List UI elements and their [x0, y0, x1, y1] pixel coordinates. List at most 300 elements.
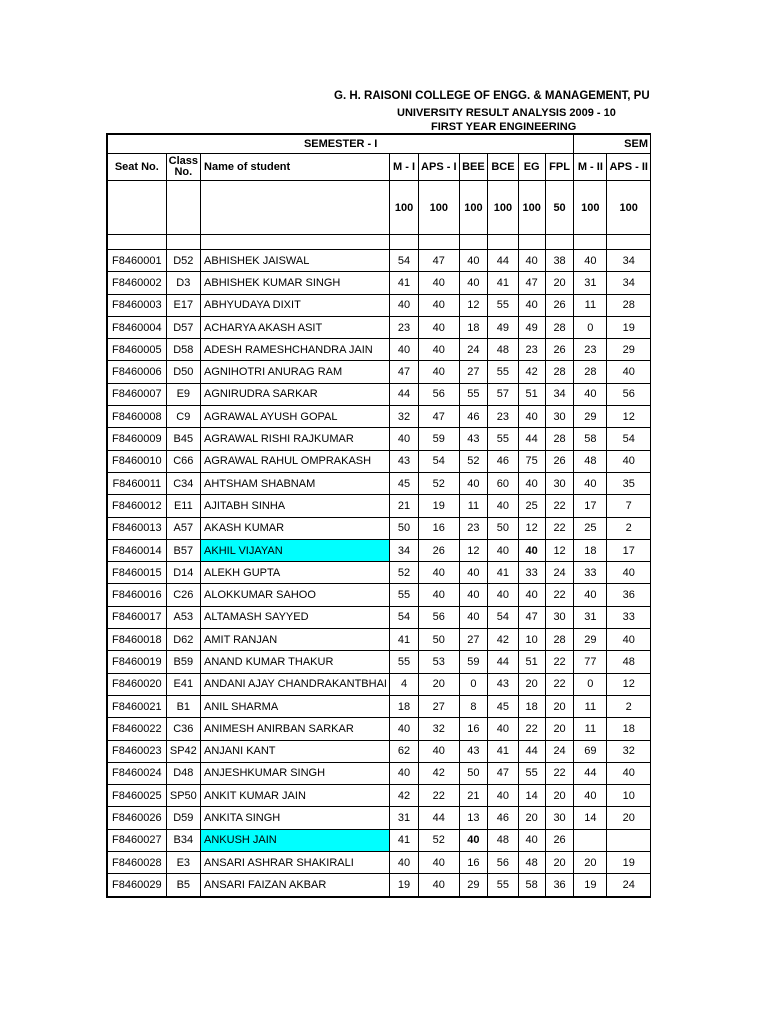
mark-cell: 29	[574, 629, 607, 651]
mark-cell: 49	[518, 316, 545, 338]
mark-cell: 28	[607, 294, 651, 316]
mark-cell: 56	[488, 852, 518, 874]
mark-cell: 26	[419, 539, 459, 561]
blank-cell	[166, 181, 200, 235]
student-name-cell: ANSARI FAIZAN AKBAR	[201, 874, 390, 897]
student-name-cell: ALTAMASH SAYYED	[201, 606, 390, 628]
mark-cell: 41	[488, 740, 518, 762]
semester-row	[107, 134, 651, 154]
class-no-cell: D62	[166, 629, 200, 651]
class-no-cell: E3	[166, 852, 200, 874]
table-row	[107, 651, 651, 673]
class-no-cell: B5	[166, 874, 200, 897]
mark-cell: 47	[419, 250, 459, 272]
blank-cell	[107, 181, 166, 235]
mark-cell: 32	[389, 406, 418, 428]
mark-cell: 26	[545, 450, 573, 472]
mark-cell: 40	[607, 361, 651, 383]
mark-cell: 52	[419, 829, 459, 851]
student-name-cell: ANIMESH ANIRBAN SARKAR	[201, 718, 390, 740]
seat-no-cell: F8460012	[107, 495, 166, 517]
mark-cell: 50	[459, 762, 488, 784]
table-row	[107, 762, 651, 784]
student-name-cell: ANSARI ASHRAR SHAKIRALI	[201, 852, 390, 874]
mark-cell: 12	[459, 294, 488, 316]
mark-cell: 46	[488, 807, 518, 829]
mark-cell: 28	[545, 361, 573, 383]
mark-cell: 41	[389, 272, 418, 294]
student-name-cell: AKHIL VIJAYAN	[201, 539, 390, 561]
col-class-header: Class No.	[166, 154, 200, 181]
mark-cell: 69	[574, 740, 607, 762]
table-row	[107, 272, 651, 294]
mark-cell: 50	[419, 629, 459, 651]
seat-no-cell: F8460021	[107, 695, 166, 717]
mark-cell: 43	[389, 450, 418, 472]
mark-cell: 42	[518, 361, 545, 383]
mark-cell: 36	[607, 584, 651, 606]
seat-no-cell: F8460011	[107, 472, 166, 494]
seat-no-cell: F8460024	[107, 762, 166, 784]
mark-cell: 54	[389, 606, 418, 628]
mark-cell: 26	[545, 294, 573, 316]
seat-no-cell: F8460017	[107, 606, 166, 628]
mark-cell: 19	[607, 316, 651, 338]
mark-cell: 40	[518, 472, 545, 494]
student-name-cell: ADESH RAMESHCHANDRA JAIN	[201, 339, 390, 361]
mark-cell: 40	[459, 250, 488, 272]
subject-header: APS - I	[419, 154, 459, 181]
student-name-cell: AGRAWAL RISHI RAJKUMAR	[201, 428, 390, 450]
max-mark-cell: 100	[607, 181, 651, 235]
mark-cell: 22	[545, 584, 573, 606]
mark-cell: 51	[518, 383, 545, 405]
table-row	[107, 852, 651, 874]
mark-cell: 48	[607, 651, 651, 673]
mark-cell: 40	[518, 250, 545, 272]
table-row	[107, 874, 651, 897]
seat-no-cell: F8460026	[107, 807, 166, 829]
table-row	[107, 294, 651, 316]
table-row	[107, 807, 651, 829]
mark-cell: 23	[488, 406, 518, 428]
mark-cell: 50	[488, 517, 518, 539]
mark-cell: 40	[607, 629, 651, 651]
mark-cell: 11	[574, 294, 607, 316]
class-no-cell: D59	[166, 807, 200, 829]
class-no-cell: B57	[166, 539, 200, 561]
mark-cell: 34	[545, 383, 573, 405]
mark-cell: 7	[607, 495, 651, 517]
mark-cell: 48	[488, 829, 518, 851]
mark-cell: 54	[419, 450, 459, 472]
mark-cell: 51	[518, 651, 545, 673]
mark-cell: 18	[518, 695, 545, 717]
seat-no-cell: F8460001	[107, 250, 166, 272]
class-no-cell: B1	[166, 695, 200, 717]
mark-cell: 40	[518, 829, 545, 851]
mark-cell: 40	[459, 584, 488, 606]
mark-cell: 40	[419, 272, 459, 294]
mark-cell: 40	[419, 562, 459, 584]
class-no-cell: SP42	[166, 740, 200, 762]
mark-cell: 22	[419, 785, 459, 807]
mark-cell: 53	[419, 651, 459, 673]
table-row	[107, 406, 651, 428]
mark-cell: 40	[459, 472, 488, 494]
class-no-cell: C34	[166, 472, 200, 494]
table-row	[107, 539, 651, 561]
mark-cell: 23	[459, 517, 488, 539]
mark-cell: 31	[389, 807, 418, 829]
seat-no-cell: F8460003	[107, 294, 166, 316]
mark-cell	[574, 829, 607, 851]
mark-cell: 29	[459, 874, 488, 897]
table-row	[107, 562, 651, 584]
seat-no-cell: F8460008	[107, 406, 166, 428]
mark-cell: 25	[518, 495, 545, 517]
semester-1-label: SEMESTER - I	[107, 134, 574, 154]
mark-cell: 11	[574, 695, 607, 717]
table-row	[107, 673, 651, 695]
max-mark-cell: 50	[545, 181, 573, 235]
mark-cell: 40	[419, 294, 459, 316]
seat-no-cell: F8460007	[107, 383, 166, 405]
mark-cell: 20	[607, 807, 651, 829]
mark-cell: 57	[488, 383, 518, 405]
class-no-cell: D3	[166, 272, 200, 294]
mark-cell: 43	[488, 673, 518, 695]
mark-cell: 25	[574, 517, 607, 539]
student-name-cell: AGRAWAL AYUSH GOPAL	[201, 406, 390, 428]
mark-cell: 40	[389, 718, 418, 740]
max-mark-cell: 100	[518, 181, 545, 235]
student-name-cell: ACHARYA AKASH ASIT	[201, 316, 390, 338]
mark-cell: 33	[518, 562, 545, 584]
mark-cell: 19	[574, 874, 607, 897]
mark-cell	[607, 829, 651, 851]
class-no-cell: E9	[166, 383, 200, 405]
mark-cell: 10	[518, 629, 545, 651]
mark-cell: 58	[518, 874, 545, 897]
class-no-cell: D14	[166, 562, 200, 584]
table-row	[107, 361, 651, 383]
mark-cell: 40	[574, 584, 607, 606]
student-name-cell: ANJESHKUMAR SINGH	[201, 762, 390, 784]
mark-cell: 12	[607, 406, 651, 428]
seat-no-cell: F8460020	[107, 673, 166, 695]
mark-cell: 55	[488, 294, 518, 316]
mark-cell: 52	[459, 450, 488, 472]
mark-cell: 60	[488, 472, 518, 494]
seat-no-cell: F8460014	[107, 539, 166, 561]
mark-cell: 40	[574, 785, 607, 807]
mark-cell: 34	[389, 539, 418, 561]
mark-cell: 52	[419, 472, 459, 494]
mark-cell: 12	[459, 539, 488, 561]
mark-cell: 12	[607, 673, 651, 695]
mark-cell: 62	[389, 740, 418, 762]
table-row	[107, 606, 651, 628]
max-mark-cell: 100	[459, 181, 488, 235]
mark-cell: 44	[488, 651, 518, 673]
table-body	[107, 134, 651, 897]
seat-no-cell: F8460027	[107, 829, 166, 851]
mark-cell: 10	[607, 785, 651, 807]
mark-cell: 55	[488, 428, 518, 450]
table-row	[107, 740, 651, 762]
mark-cell: 0	[574, 673, 607, 695]
mark-cell: 40	[607, 450, 651, 472]
mark-cell: 17	[607, 539, 651, 561]
college-title: G. H. RAISONI COLLEGE OF ENGG. & MANAGEMENT, PU	[334, 90, 650, 102]
class-no-cell: E17	[166, 294, 200, 316]
mark-cell: 24	[545, 562, 573, 584]
mark-cell: 40	[574, 250, 607, 272]
mark-cell: 19	[419, 495, 459, 517]
mark-cell: 8	[459, 695, 488, 717]
mark-cell: 40	[459, 829, 488, 851]
class-no-cell: C9	[166, 406, 200, 428]
mark-cell: 40	[419, 316, 459, 338]
seat-no-cell: F8460022	[107, 718, 166, 740]
mark-cell: 2	[607, 517, 651, 539]
mark-cell: 41	[488, 562, 518, 584]
mark-cell: 49	[488, 316, 518, 338]
seat-no-cell: F8460029	[107, 874, 166, 897]
mark-cell: 20	[518, 673, 545, 695]
mark-cell: 55	[459, 383, 488, 405]
mark-cell: 12	[518, 517, 545, 539]
mark-cell: 41	[389, 829, 418, 851]
mark-cell: 40	[607, 762, 651, 784]
mark-cell: 40	[459, 562, 488, 584]
mark-cell: 16	[419, 517, 459, 539]
seat-no-cell: F8460006	[107, 361, 166, 383]
mark-cell: 40	[389, 294, 418, 316]
mark-cell: 28	[574, 361, 607, 383]
table-row	[107, 785, 651, 807]
mark-cell: 40	[518, 539, 545, 561]
seat-no-cell: F8460023	[107, 740, 166, 762]
student-name-cell: ABHISHEK KUMAR SINGH	[201, 272, 390, 294]
mark-cell: 20	[545, 272, 573, 294]
mark-cell: 22	[545, 651, 573, 673]
mark-cell: 48	[518, 852, 545, 874]
mark-cell: 22	[545, 762, 573, 784]
table-row	[107, 450, 651, 472]
mark-cell: 17	[574, 495, 607, 517]
mark-cell: 77	[574, 651, 607, 673]
mark-cell: 18	[574, 539, 607, 561]
mark-cell: 34	[607, 272, 651, 294]
table-row	[107, 495, 651, 517]
year-title: FIRST YEAR ENGINEERING	[431, 121, 577, 133]
mark-cell: 40	[488, 718, 518, 740]
mark-cell: 31	[574, 272, 607, 294]
mark-cell: 14	[518, 785, 545, 807]
student-name-cell: AMIT RANJAN	[201, 629, 390, 651]
student-name-cell: ALOKKUMAR SAHOO	[201, 584, 390, 606]
mark-cell: 22	[545, 495, 573, 517]
mark-cell: 23	[574, 339, 607, 361]
student-name-cell: AKASH KUMAR	[201, 517, 390, 539]
subject-header: M - II	[574, 154, 607, 181]
mark-cell: 23	[518, 339, 545, 361]
mark-cell: 40	[518, 406, 545, 428]
student-name-cell: ANIL SHARMA	[201, 695, 390, 717]
student-name-cell: ABHYUDAYA DIXIT	[201, 294, 390, 316]
mark-cell: 33	[607, 606, 651, 628]
table-row	[107, 584, 651, 606]
seat-no-cell: F8460019	[107, 651, 166, 673]
subject-header: BEE	[459, 154, 488, 181]
mark-cell: 47	[488, 762, 518, 784]
class-no-cell: D58	[166, 339, 200, 361]
mark-cell: 24	[545, 740, 573, 762]
seat-no-cell: F8460002	[107, 272, 166, 294]
result-table	[106, 133, 651, 898]
mark-cell: 45	[389, 472, 418, 494]
mark-cell: 40	[419, 874, 459, 897]
max-marks-row	[107, 181, 651, 235]
mark-cell: 16	[459, 718, 488, 740]
class-no-cell: C36	[166, 718, 200, 740]
mark-cell: 22	[545, 673, 573, 695]
class-no-cell: D52	[166, 250, 200, 272]
mark-cell: 26	[545, 829, 573, 851]
table-row	[107, 629, 651, 651]
class-no-cell: E11	[166, 495, 200, 517]
mark-cell: 30	[545, 807, 573, 829]
class-no-cell: C26	[166, 584, 200, 606]
mark-cell: 43	[459, 428, 488, 450]
mark-cell: 34	[607, 250, 651, 272]
seat-no-cell: F8460005	[107, 339, 166, 361]
mark-cell: 28	[545, 316, 573, 338]
mark-cell: 20	[545, 852, 573, 874]
mark-cell: 11	[459, 495, 488, 517]
table-row	[107, 517, 651, 539]
mark-cell: 40	[574, 472, 607, 494]
mark-cell: 40	[488, 539, 518, 561]
mark-cell: 20	[545, 695, 573, 717]
subject-header: M - I	[389, 154, 418, 181]
mark-cell: 21	[389, 495, 418, 517]
student-name-cell: AGRAWAL RAHUL OMPRAKASH	[201, 450, 390, 472]
mark-cell: 47	[419, 406, 459, 428]
mark-cell: 32	[419, 718, 459, 740]
max-mark-cell: 100	[488, 181, 518, 235]
mark-cell: 42	[419, 762, 459, 784]
mark-cell: 44	[518, 740, 545, 762]
mark-cell: 11	[574, 718, 607, 740]
mark-cell: 23	[389, 316, 418, 338]
col-name-header: Name of student	[201, 154, 390, 181]
mark-cell: 4	[389, 673, 418, 695]
class-no-cell: D57	[166, 316, 200, 338]
seat-no-cell: F8460025	[107, 785, 166, 807]
mark-cell: 56	[419, 383, 459, 405]
student-name-cell: ABHISHEK JAISWAL	[201, 250, 390, 272]
mark-cell: 46	[488, 450, 518, 472]
mark-cell: 59	[459, 651, 488, 673]
mark-cell: 50	[389, 517, 418, 539]
mark-cell: 47	[518, 272, 545, 294]
mark-cell: 42	[488, 629, 518, 651]
mark-cell: 22	[518, 718, 545, 740]
mark-cell: 29	[607, 339, 651, 361]
mark-cell: 20	[574, 852, 607, 874]
subject-header: EG	[518, 154, 545, 181]
max-mark-cell: 100	[419, 181, 459, 235]
class-no-cell: B45	[166, 428, 200, 450]
mark-cell: 20	[419, 673, 459, 695]
mark-cell: 56	[419, 606, 459, 628]
mark-cell: 27	[419, 695, 459, 717]
mark-cell: 21	[459, 785, 488, 807]
mark-cell: 40	[419, 852, 459, 874]
seat-no-cell: F8460028	[107, 852, 166, 874]
mark-cell: 38	[545, 250, 573, 272]
mark-cell: 28	[545, 428, 573, 450]
mark-cell: 31	[574, 606, 607, 628]
analysis-title: UNIVERSITY RESULT ANALYSIS 2009 - 10	[397, 107, 616, 119]
mark-cell: 55	[488, 874, 518, 897]
mark-cell: 24	[607, 874, 651, 897]
student-name-cell: ANKUSH JAIN	[201, 829, 390, 851]
mark-cell: 18	[459, 316, 488, 338]
mark-cell: 42	[389, 785, 418, 807]
mark-cell: 44	[574, 762, 607, 784]
student-name-cell: ANAND KUMAR THAKUR	[201, 651, 390, 673]
student-name-cell: ALEKH GUPTA	[201, 562, 390, 584]
student-name-cell: ANKITA SINGH	[201, 807, 390, 829]
mark-cell: 40	[419, 740, 459, 762]
mark-cell: 48	[574, 450, 607, 472]
mark-cell: 36	[545, 874, 573, 897]
result-sheet	[106, 133, 651, 898]
seat-no-cell: F8460004	[107, 316, 166, 338]
mark-cell: 40	[419, 584, 459, 606]
mark-cell: 40	[518, 584, 545, 606]
class-no-cell: D50	[166, 361, 200, 383]
mark-cell: 33	[574, 562, 607, 584]
mark-cell: 54	[607, 428, 651, 450]
mark-cell: 29	[574, 406, 607, 428]
mark-cell: 45	[488, 695, 518, 717]
mark-cell: 41	[389, 629, 418, 651]
mark-cell: 26	[545, 339, 573, 361]
table-row	[107, 428, 651, 450]
class-no-cell: E41	[166, 673, 200, 695]
table-row	[107, 383, 651, 405]
seat-no-cell: F8460013	[107, 517, 166, 539]
max-mark-cell: 100	[574, 181, 607, 235]
class-no-cell: B59	[166, 651, 200, 673]
mark-cell: 40	[389, 852, 418, 874]
mark-cell: 19	[607, 852, 651, 874]
class-no-cell: D48	[166, 762, 200, 784]
mark-cell: 32	[607, 740, 651, 762]
mark-cell: 44	[389, 383, 418, 405]
mark-cell: 47	[518, 606, 545, 628]
subject-header: APS - II	[607, 154, 651, 181]
class-no-cell: SP50	[166, 785, 200, 807]
seat-no-cell: F8460016	[107, 584, 166, 606]
mark-cell: 44	[518, 428, 545, 450]
max-mark-cell: 100	[389, 181, 418, 235]
